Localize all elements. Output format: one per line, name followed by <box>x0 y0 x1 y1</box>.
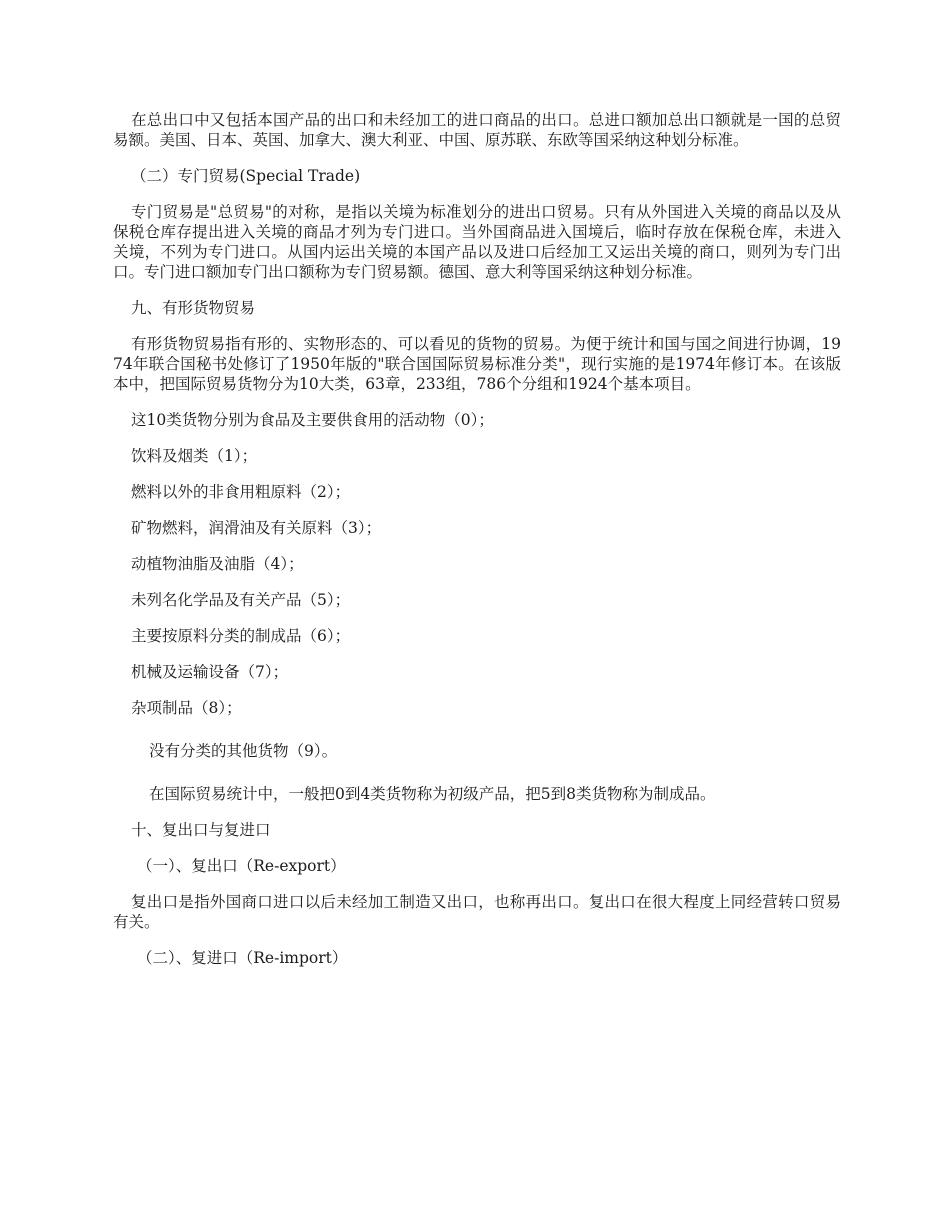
heading-reimport: （二）、复进口（Re-import） <box>137 949 348 967</box>
heading-tangible-goods: 九、有形货物贸易 <box>131 299 256 317</box>
heading-special-trade: （二）专门贸易(Special Trade) <box>131 167 361 185</box>
paragraph-special-trade: 专门贸易是"总贸易"的对称，是指以关境为标准划分的进出口贸易。只有从外国进入关境的商品以及从保税仓库存提出进入关境的商品才列为专门进口。当外国商品进入国境后，临时存放在保税仓库，未进入关境，不列为专门进口。从国内运出关境的本国产品以及进口后经加工又运出关境的商口，则列为专门出口。专门进口额加专门出口额称为专门贸易额。德国、意大利等国采纳这种划分标准。 <box>113 203 841 281</box>
list-item-category-0: 这10类货物分别为食品及主要供食用的活动物（0）； <box>131 411 494 429</box>
list-item-category-3: 矿物燃料，润滑油及有关原料（3）； <box>131 519 382 537</box>
list-item-category-1: 饮料及烟类（1）； <box>131 447 258 465</box>
paragraph-tangible-goods: 有形货物贸易指有形的、实物形态的、可以看见的货物的贸易。为便于统计和国与国之间进行协调，1974年联合国秘书处修订了1950年版的"联合国国际贸易标准分类"，现行实施的是1974年修订本。在该版本中，把国际贸易货物分为10大类，63章，233组，786个分组和1924个基本项目。 <box>113 335 841 393</box>
list-item-category-9: 没有分类的其他货物（9）。 <box>149 742 338 760</box>
document-page <box>113 110 841 968</box>
list-item-category-4: 动植物油脂及油脂（4）； <box>131 555 304 573</box>
list-item-category-6: 主要按原料分类的制成品（6）； <box>131 627 351 645</box>
paragraph-reexport: 复出口是指外国商口进口以后未经加工制造又出口，也称再出口。复出口在很大程度上同经营转口贸易有关。 <box>113 893 841 931</box>
heading-reexport-reimport: 十、复出口与复进口 <box>131 821 271 839</box>
heading-reexport: （一）、复出口（Re-export） <box>137 857 346 875</box>
paragraph-statistics: 在国际贸易统计中，一般把0到4类货物称为初级产品，把5到8类货物称为制成品。 <box>149 785 716 803</box>
list-item-category-7: 机械及运输设备（7）； <box>131 663 289 681</box>
list-item-category-8: 杂项制品（8）； <box>131 699 242 717</box>
paragraph-total-export: 在总出口中又包括本国产品的出口和未经加工的进口商品的出口。总进口额加总出口额就是一国的总贸易额。美国、日本、英国、加拿大、澳大利亚、中国、原苏联、东欧等国采纳这种划分标准。 <box>113 111 841 149</box>
list-item-category-5: 未列名化学品及有关产品（5）； <box>131 591 351 609</box>
list-item-category-2: 燃料以外的非食用粗原料（2）； <box>131 483 351 501</box>
